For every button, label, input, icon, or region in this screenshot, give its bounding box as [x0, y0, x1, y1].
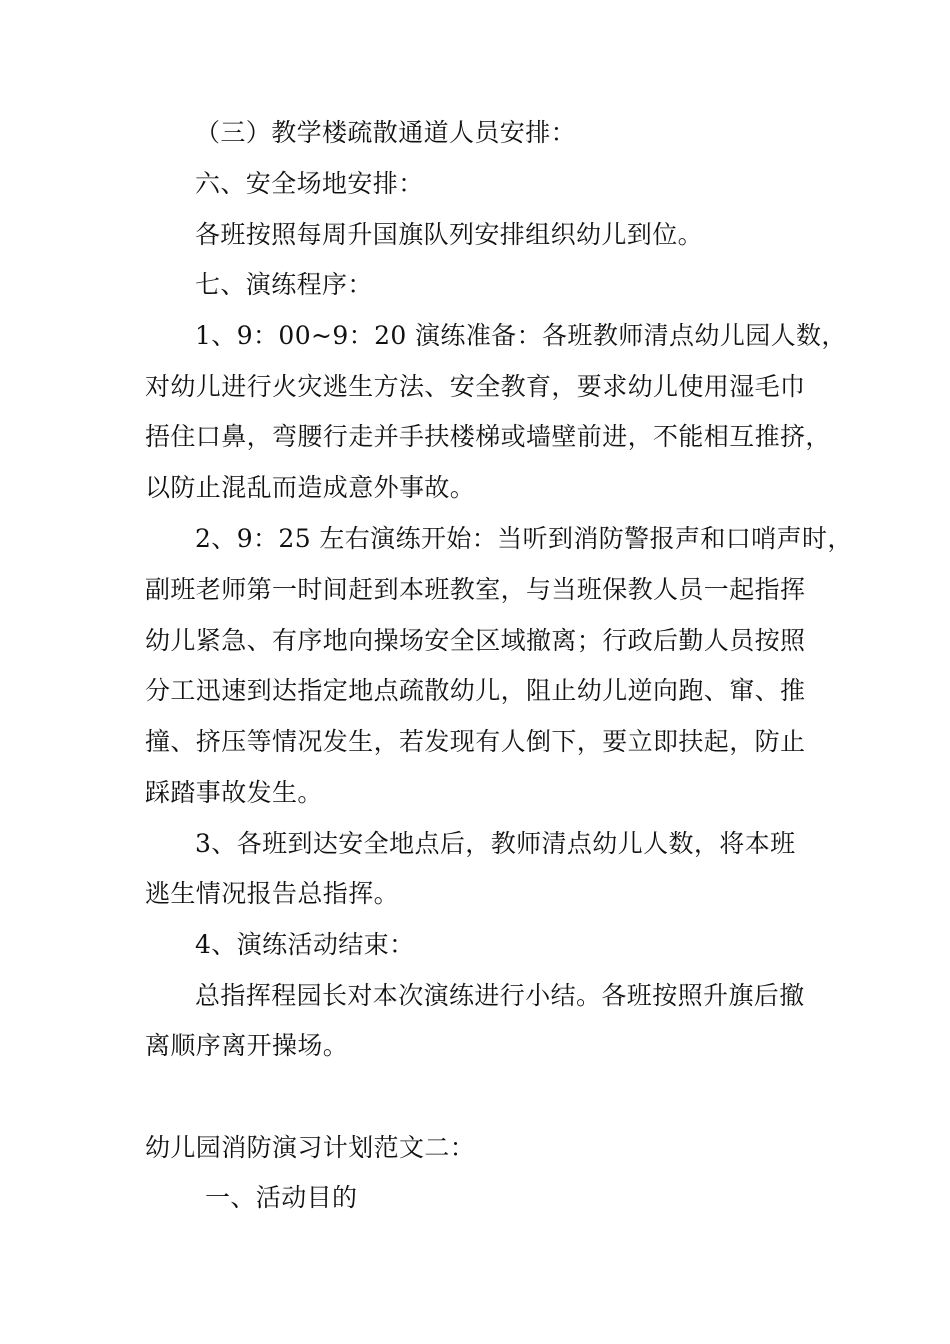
- paragraph-line: 4、演练活动结束：: [195, 930, 415, 959]
- paragraph-line: 对幼儿进行火灾逃生方法、安全教育，要求幼儿使用湿毛巾: [145, 372, 806, 401]
- paragraph-line: 各班按照每周升国旗队列安排组织幼儿到位。: [195, 220, 704, 249]
- paragraph-line: 踩踏事故发生。: [145, 778, 323, 807]
- paragraph-line: 离顺序离开操场。: [145, 1031, 349, 1060]
- paragraph-line: 撞、挤压等情况发生，若发现有人倒下，要立即扶起，防止: [145, 727, 806, 756]
- paragraph-line: 总指挥程园长对本次演练进行小结。各班按照升旗后撤: [195, 981, 805, 1010]
- paragraph-line: 幼儿紧急、有序地向操场安全区域撤离；行政后勤人员按照: [145, 626, 806, 655]
- section-heading-evacuation-staff: （三）教学楼疏散通道人员安排：: [195, 118, 577, 147]
- paragraph-line: 分工迅速到达指定地点疏散幼儿，阻止幼儿逆向跑、窜、推: [145, 676, 806, 705]
- sample-two-title: 幼儿园消防演习计划范文二：: [145, 1133, 476, 1162]
- activity-purpose-heading: 一、活动目的: [205, 1183, 358, 1212]
- paragraph-line: 副班老师第一时间赶到本班教室，与当班保教人员一起指挥: [145, 575, 806, 604]
- paragraph-line: 逃生情况报告总指挥。: [145, 879, 400, 908]
- section-heading-safe-area: 六、安全场地安排：: [195, 169, 424, 198]
- paragraph-line: 2、9：25 左右演练开始：当听到消防警报声和口哨声时，: [195, 524, 853, 553]
- paragraph-line: 捂住口鼻，弯腰行走并手扶楼梯或墙壁前进，不能相互推挤，: [145, 422, 831, 451]
- paragraph-line: 3、各班到达安全地点后，教师清点幼儿人数，将本班: [195, 829, 796, 858]
- paragraph-line: 以防止混乱而造成意外事故。: [145, 473, 476, 502]
- paragraph-line: 1、9：00~9：20 演练准备：各班教师清点幼儿园人数，: [195, 321, 847, 350]
- section-heading-drill-procedure: 七、演练程序：: [195, 270, 373, 299]
